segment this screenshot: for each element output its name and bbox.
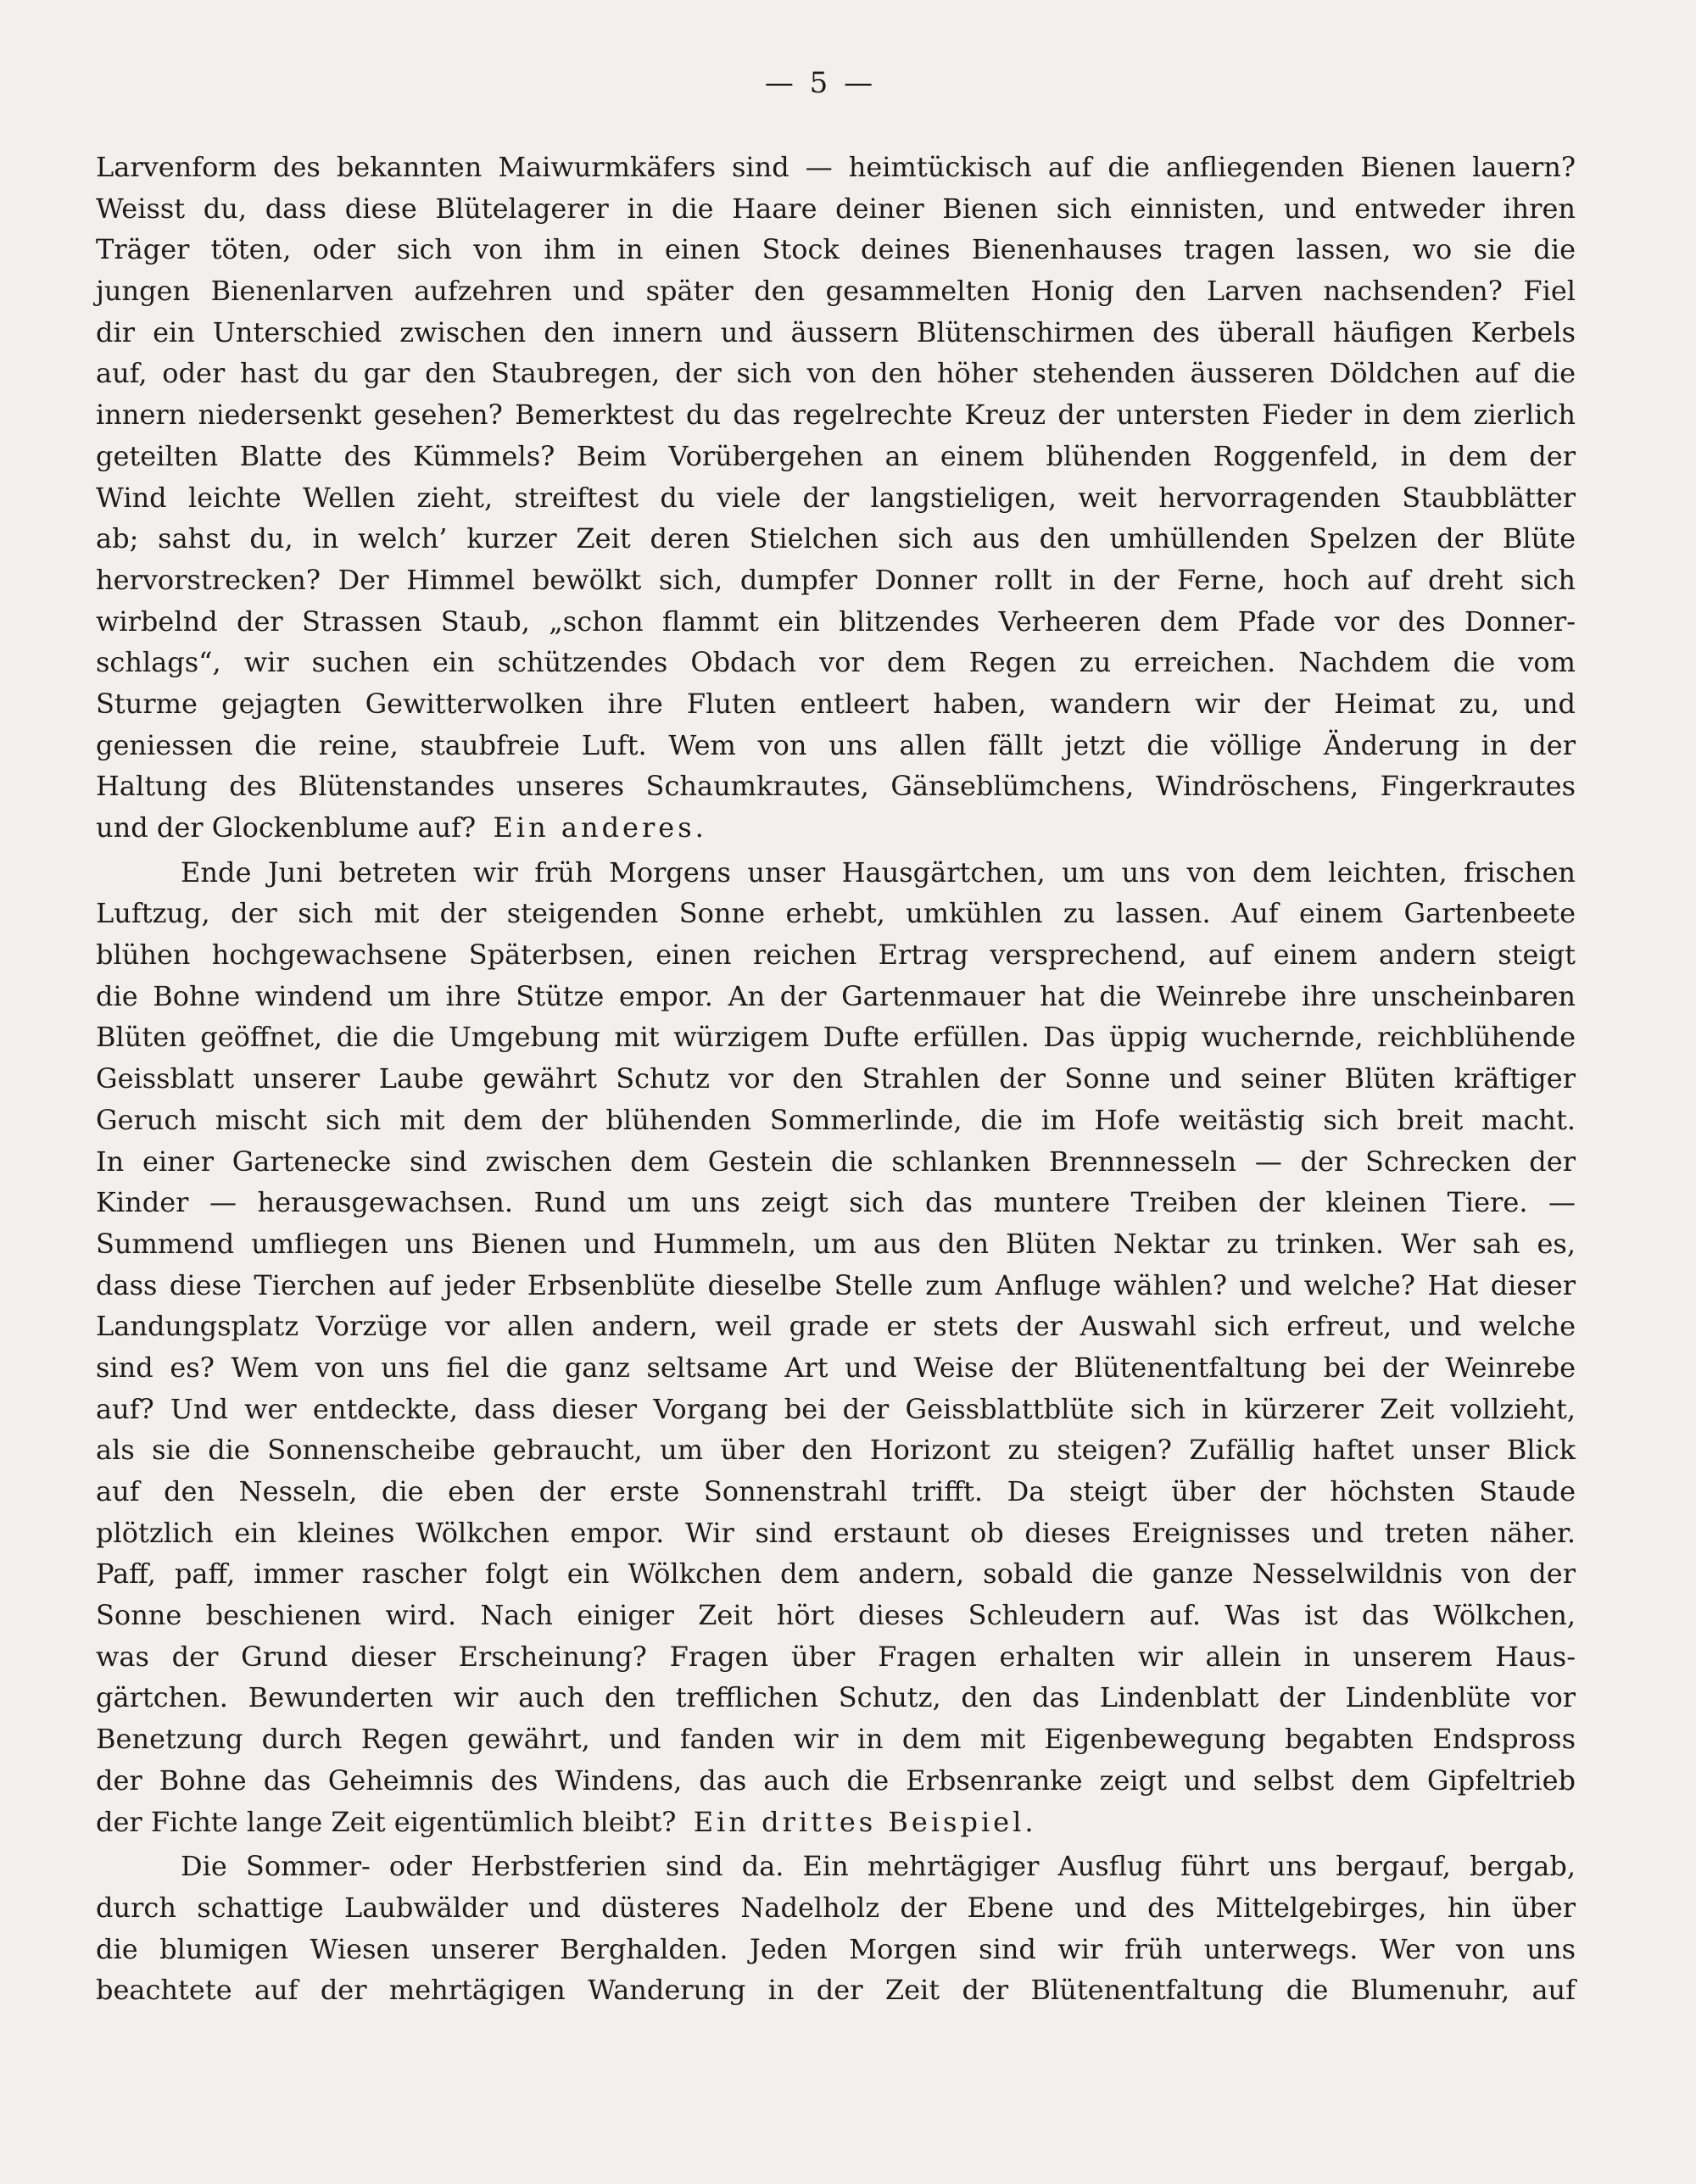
text-line: Träger töten, oder sich von ihm in einen Stock deines Bienenhauses tragen lassen, wo sie die bbox=[96, 233, 1576, 266]
text-line: was der Grund dieser Erscheinung? Fragen über Fragen erhalten wir allein in unserem Haus- bbox=[96, 1640, 1576, 1673]
text-fragment: und der Glockenblume auf? bbox=[96, 811, 477, 844]
paragraph bbox=[96, 852, 1576, 1843]
text-line: Weisst du, dass diese Blütelagerer in die Haare deiner Bienen sich einnisten, und entweder ihren bbox=[96, 192, 1576, 225]
text-line: schlags“, wir suchen ein schützendes Obdach vor dem Regen zu erreichen. Nachdem die vom bbox=[96, 646, 1576, 679]
text-line: durch schattige Laubwälder und düsteres Nadelholz der Ebene und des Mittelgebirges, hin über bbox=[96, 1891, 1576, 1924]
text-line: Paff, paff, immer rascher folgt ein Wölkchen dem andern, sobald die ganze Nesselwildnis von der bbox=[96, 1557, 1576, 1591]
text-line: Geissblatt unserer Laube gewährt Schutz vor den Strahlen der Sonne und seiner Blüten kräftiger bbox=[96, 1062, 1576, 1095]
text-line: gärtchen. Bewunderten wir auch den trefflichen Schutz, den das Lindenblatt der Lindenblüte vor bbox=[96, 1681, 1576, 1714]
text-line: als sie die Sonnenscheibe gebraucht, um über den Horizont zu steigen? Zufällig haftet unser Blick bbox=[96, 1434, 1576, 1467]
text-line: Haltung des Blütenstandes unseres Schaumkrautes, Gänseblümchens, Windröschens, Fingerkrautes bbox=[96, 770, 1576, 803]
text-line: dir ein Unterschied zwischen den innern und äussern Blütenschirmen des überall häufigen Kerbels bbox=[96, 315, 1576, 348]
text-line: Luftzug, der sich mit der steigenden Sonne erhebt, umkühlen zu lassen. Auf einem Gartenbeete bbox=[96, 897, 1576, 930]
text-line: Ende Juni betreten wir früh Morgens unser Hausgärtchen, um uns von dem leichten, frischen bbox=[181, 855, 1576, 889]
text-line: Die Sommer- oder Herbstferien sind da. Ein mehrtägiger Ausflug führt uns bergauf, bergab, bbox=[181, 1850, 1576, 1883]
text-line: Summend umfliegen uns Bienen und Hummeln, um aus den Blüten Nektar zu trinken. Wer sah es, bbox=[96, 1227, 1576, 1260]
text-line: ab; sahst du, in welch’ kurzer Zeit deren Stielchen sich aus den umhüllenden Spelzen der Blüte bbox=[96, 522, 1576, 555]
text-line: sind es? Wem von uns fiel die ganz seltsame Art und Weise der Blütenentfaltung bei der Weinrebe bbox=[96, 1351, 1576, 1384]
text-line bbox=[96, 807, 1576, 849]
body-text bbox=[96, 147, 1576, 2011]
text-fragment: der Fichte lange Zeit eigentümlich bleibt? bbox=[96, 1805, 677, 1838]
text-line: Wind leichte Wellen zieht, streiftest du viele der langstieligen, weit hervorragenden Staubblätter bbox=[96, 481, 1576, 514]
text-line: innern niedersenkt gesehen? Bemerktest du das regelrechte Kreuz der untersten Fieder in dem zierlich bbox=[96, 398, 1576, 432]
text-line bbox=[96, 1802, 1576, 1843]
text-line: jungen Bienenlarven aufzehren und später den gesammelten Honig den Larven nachsenden? Fiel bbox=[96, 275, 1576, 308]
text-line: blühen hochgewachsene Späterbsen, einen reichen Ertrag versprechend, auf einem andern steigt bbox=[96, 939, 1576, 972]
text-line: hervorstrecken? Der Himmel bewölkt sich, dumpfer Donner rollt in der Ferne, hoch auf dreht sich bbox=[96, 563, 1576, 596]
text-line: dass diese Tierchen auf jeder Erbsenblüte dieselbe Stelle zum Anfluge wählen? und welche? Hat dieser bbox=[96, 1268, 1576, 1301]
spaced-emphasis: Ein anderes. bbox=[493, 811, 707, 844]
paragraph bbox=[96, 147, 1576, 849]
paragraph bbox=[96, 1846, 1576, 2011]
text-line: auf? Und wer entdeckte, dass dieser Vorgang bei der Geissblattblüte sich in kürzerer Zeit vollzieht, bbox=[96, 1392, 1576, 1425]
text-line: Geruch mischt sich mit dem der blühenden Sommerlinde, die im Hofe weitästig sich breit macht. bbox=[96, 1103, 1576, 1136]
text-line: In einer Gartenecke sind zwischen dem Gestein die schlanken Brennnesseln — der Schrecken der bbox=[96, 1145, 1576, 1178]
text-line: Benetzung durch Regen gewährt, und fanden wir in dem mit Eigenbewegung begabten Endspross bbox=[96, 1723, 1576, 1756]
text-line: geniessen die reine, staubfreie Luft. Wem von uns allen fällt jetzt die völlige Änderung in der bbox=[96, 728, 1576, 761]
text-line: Landungsplatz Vorzüge vor allen andern, weil grade er stets der Auswahl sich erfreut, und welche bbox=[96, 1310, 1576, 1343]
text-line: Blüten geöffnet, die die Umgebung mit würzigem Dufte erfüllen. Das üppig wuchernde, reichblühende bbox=[96, 1021, 1576, 1054]
text-line: geteilten Blatte des Kümmels? Beim Vorübergehen an einem blühenden Roggenfeld, in dem der bbox=[96, 439, 1576, 472]
text-line: die Bohne windend um ihre Stütze empor. An der Gartenmauer hat die Weinrebe ihre unscheinbaren bbox=[96, 979, 1576, 1012]
text-line: plötzlich ein kleines Wölkchen empor. Wir sind erstaunt ob dieses Ereignisses und treten näher. bbox=[96, 1516, 1576, 1549]
text-line: Sonne beschienen wird. Nach einiger Zeit hört dieses Schleudern auf. Was ist das Wölkchen, bbox=[96, 1599, 1576, 1632]
text-line: wirbelnd der Strassen Staub, „schon flammt ein blitzendes Verheeren dem Pfade vor des Donner- bbox=[96, 604, 1576, 638]
text-line: die blumigen Wiesen unserer Berghalden. Jeden Morgen sind wir früh unterwegs. Wer von uns bbox=[96, 1932, 1576, 1965]
text-line: beachtete auf der mehrtägigen Wanderung in der Zeit der Blütenentfaltung die Blumenuhr, auf bbox=[96, 1974, 1576, 2007]
text-line: Larvenform des bekannten Maiwurmkäfers sind — heimtückisch auf die anfliegenden Bienen lauern? bbox=[96, 151, 1576, 183]
text-line: Kinder — herausgewachsen. Rund um uns zeigt sich das muntere Treiben der kleinen Tiere. — bbox=[96, 1186, 1576, 1219]
text-line: auf den Nesseln, die eben der erste Sonnenstrahl trifft. Da steigt über der höchsten Staude bbox=[96, 1475, 1576, 1507]
text-line: Sturme gejagten Gewitterwolken ihre Fluten entleert haben, wandern wir der Heimat zu, und bbox=[96, 687, 1576, 720]
text-line: auf, oder hast du gar den Staubregen, der sich von den höher stehenden äusseren Döldchen auf die bbox=[96, 357, 1576, 390]
spaced-emphasis: Ein drittes Beispiel. bbox=[693, 1805, 1037, 1838]
text-line: der Bohne das Geheimnis des Windens, das auch die Erbsenranke zeigt und selbst dem Gipfeltrieb bbox=[96, 1763, 1576, 1797]
page-number: — 5 — bbox=[764, 66, 877, 100]
